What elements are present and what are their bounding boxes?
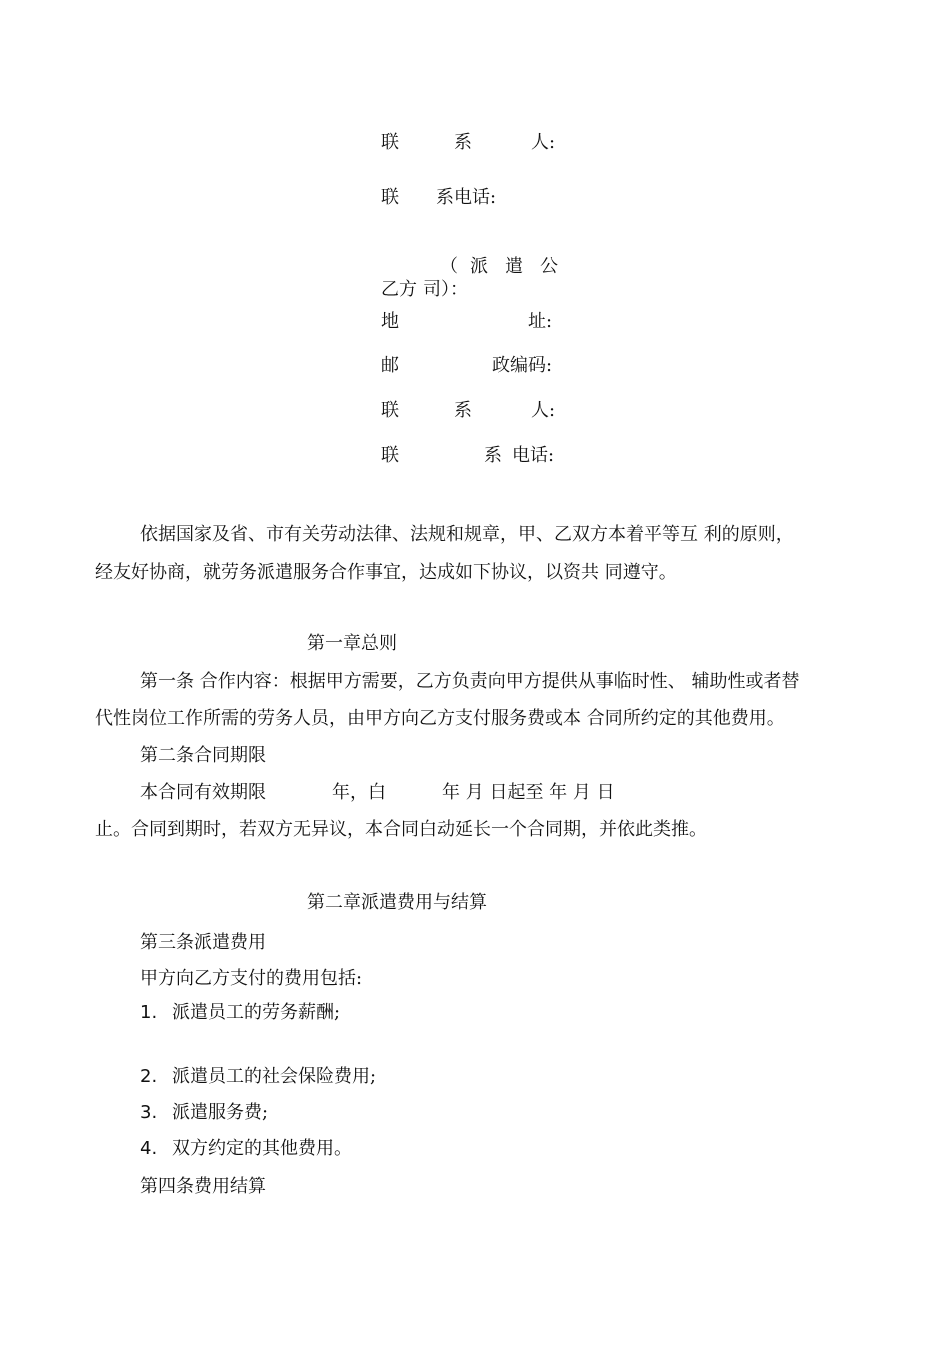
article-2-line: 本合同有效期限 [140, 782, 266, 803]
party-b-label: 司）： [423, 279, 468, 300]
party-b-label: 乙方 [381, 279, 417, 300]
party-a-contact-person-label: 系 [454, 132, 472, 153]
party-a-contact-phone-label: 系电话: [436, 187, 497, 208]
article-3-title: 第三条派遣费用 [140, 932, 266, 953]
party-b-contact-phone-label: 系 [484, 445, 502, 466]
article-2-line: 止。合同到期时，若双方无异议，本合同白动延长一个合同期，并依此类推。 [95, 819, 707, 840]
party-b-address-label: 址: [528, 311, 553, 332]
party-b-postcode-label: 政编码: [492, 355, 553, 376]
party-b-label: （ [440, 256, 458, 277]
party-a-contact-phone-label: 联 [381, 187, 399, 208]
party-b-address-label: 地 [381, 311, 399, 332]
party-a-contact-person-label: 联 [381, 132, 399, 153]
article-1-line: 第一条 合作内容：根据甲方需要，乙方负责向甲方提供从事临时性、 辅助性或者替 [140, 671, 800, 692]
preamble-line: 依据国家及省、市有关劳动法律、法规和规章，甲、乙双方本着平等互 利的原则， [140, 524, 794, 545]
list-item-text: 派遣员工的社会保险费用; [172, 1066, 377, 1087]
list-item-number: 2. [140, 1066, 158, 1087]
list-item-number: 1. [140, 1002, 158, 1023]
list-item-number: 3. [140, 1102, 158, 1123]
list-item-text: 双方约定的其他费用。 [172, 1138, 352, 1159]
list-item-text: 派遣员工的劳务薪酬; [172, 1002, 341, 1023]
party-b-contact-phone-label: 电话: [512, 445, 555, 466]
party-b-contact-person-label: 联 [381, 400, 399, 421]
preamble-line: 经友好协商，就劳务派遣服务合作事宜，达成如下协议，以资共 同遵守。 [95, 562, 677, 583]
chapter-2-title: 第二章派遣费用与结算 [307, 892, 487, 913]
party-b-postcode-label: 邮 [381, 355, 399, 376]
party-b-contact-person-label: 人: [531, 400, 556, 421]
article-2-line: 年 月 日起至 年 月 日 [442, 782, 615, 803]
party-a-contact-person-label: 人: [531, 132, 556, 153]
list-item-number: 4. [140, 1138, 158, 1159]
article-1-line: 代性岗位工作所需的劳务人员，由甲方向乙方支付服务费或本 合同所约定的其他费用。 [95, 708, 785, 729]
article-2-line: 年，白 [332, 782, 386, 803]
article-3-intro: 甲方向乙方支付的费用包括: [140, 968, 363, 989]
chapter-1-title: 第一章总则 [307, 633, 397, 654]
party-b-contact-person-label: 系 [454, 400, 472, 421]
list-item-text: 派遣服务费; [172, 1102, 269, 1123]
article-4-title: 第四条费用结算 [140, 1176, 266, 1197]
party-b-contact-phone-label: 联 [381, 445, 399, 466]
party-b-label: 派 [470, 256, 488, 277]
party-b-label: 遣 [505, 256, 523, 277]
party-b-label: 公 [540, 256, 558, 277]
article-2-title: 第二条合同期限 [140, 745, 266, 766]
